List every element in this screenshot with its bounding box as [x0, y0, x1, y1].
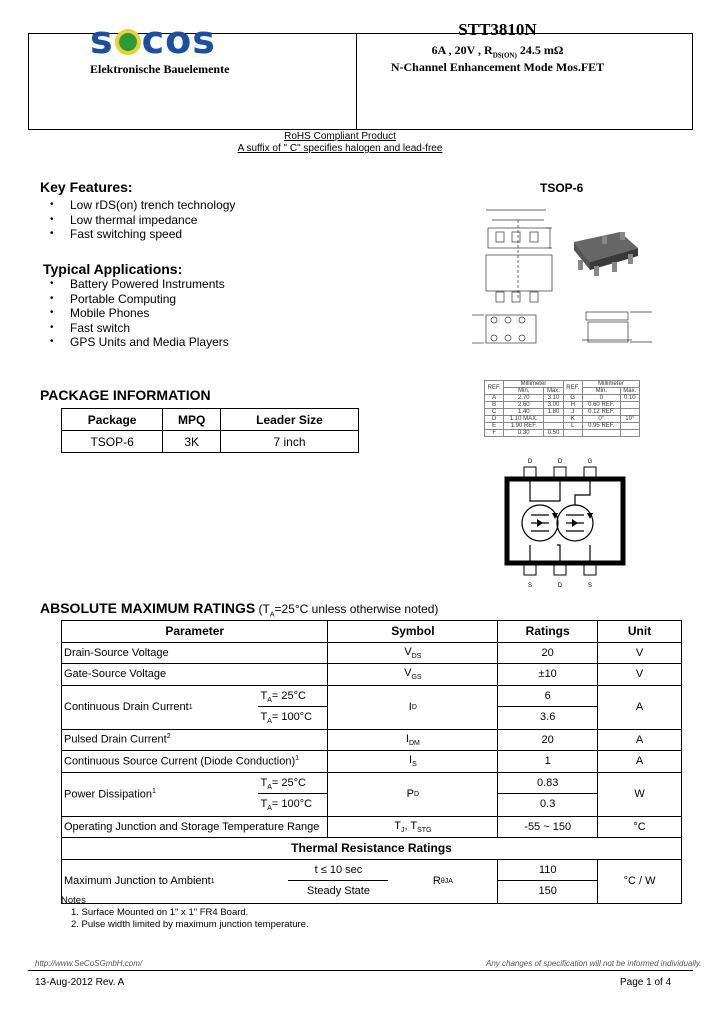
unit-pd: W [598, 772, 682, 816]
dim-cell: 0° [582, 416, 620, 423]
dim-min-header: Min. [582, 388, 620, 395]
footer-url-link[interactable]: http://www.SeCoSGmbH.com/ [35, 959, 143, 968]
dim-cell: 3.00 [544, 402, 563, 409]
dim-cell: H [563, 402, 582, 409]
list-item: • Mobile Phones [40, 306, 229, 321]
pin-schematic-diagram [495, 455, 635, 590]
dim-cell: 0.60 REF. [582, 402, 620, 409]
cond-id-100: $T_A= 100^\circ C$ [260, 711, 313, 726]
table-row [62, 816, 682, 838]
thermal-title: Thermal Resistance Ratings [62, 838, 682, 860]
applications-list [40, 277, 229, 350]
list-item: • Portable Computing [40, 292, 229, 307]
dim-row [485, 416, 640, 423]
pin-label-top-1: D [527, 459, 533, 465]
dim-min-header: Min. [504, 388, 544, 395]
symbol-vgs: $V_{GS}$ [328, 664, 498, 686]
col-parameter: Parameter [62, 621, 328, 643]
rating-id: 6 3.6 [498, 685, 598, 729]
dim-row [485, 409, 640, 416]
company-name: Elektronische Bauelemente [90, 62, 230, 76]
dim-row [485, 402, 640, 409]
dim-cell [544, 423, 563, 430]
mpq-value: 3K [163, 431, 221, 453]
dim-ref-header: REF. [485, 381, 504, 395]
dim-cell [544, 416, 563, 423]
dim-mm-header: Millimeter [504, 381, 563, 388]
table-row [62, 729, 682, 751]
thermal-header-row [62, 838, 682, 860]
pin-label-top-2: D [557, 459, 563, 465]
dim-row [485, 423, 640, 430]
dim-cell [620, 423, 639, 430]
list-item: • Low rDS(on) trench technology [40, 198, 235, 213]
rating-vds: 20 [498, 642, 598, 664]
key-features-title: Key Features: [40, 179, 133, 195]
table-row [62, 772, 682, 816]
dim-cell: L [563, 423, 582, 430]
cond-pd-25: $T_A= 25^\circ C$ [258, 773, 327, 795]
dim-cell [582, 430, 620, 437]
table-row [62, 664, 682, 686]
rating-idm: 20 [498, 729, 598, 751]
rating-rja: 110 150 [498, 859, 598, 903]
dim-cell: 1.90 REF. [504, 423, 544, 430]
notes-title: Notes [61, 895, 86, 906]
table-header-row [62, 409, 359, 431]
dim-cell: B [485, 402, 504, 409]
key-features-list [40, 198, 235, 242]
pin-label-top-3: G [587, 459, 593, 465]
note-item: 1. Surface Mounted on 1" x 1" FR4 Board. [71, 907, 249, 918]
dim-cell: 1.10 MAX. [504, 416, 544, 423]
package-label: TSOP-6 [540, 181, 584, 195]
pin-label-bottom-3: S [587, 583, 593, 589]
dimension-table [484, 380, 640, 437]
dim-cell: 3.10 [544, 395, 563, 402]
package-info-title: PACKAGE INFORMATION [40, 387, 211, 403]
dim-cell [620, 402, 639, 409]
package-outline-drawing [462, 200, 662, 360]
dim-cell: 0.95 REF. [582, 423, 620, 430]
symbol-id-cell [260, 685, 498, 729]
param-rja: Maximum Junction to Ambient 1 [62, 859, 328, 903]
part-description: N-Channel Enhancement Mode Mos.FET [390, 60, 605, 74]
table-row [62, 685, 682, 729]
dim-cell: J [563, 409, 582, 416]
unit-tj: °C [598, 816, 682, 838]
param-idm: Pulsed Drain Current$^2$ [62, 729, 328, 751]
logo-circle-icon [115, 29, 141, 55]
unit-vgs: V [598, 664, 682, 686]
col-unit: Unit [598, 621, 682, 643]
dim-cell: 0.30 [504, 430, 544, 437]
unit-id: A [598, 685, 682, 729]
unit-is: A [598, 751, 682, 773]
param-id: Continuous Drain Current 1 [62, 685, 328, 729]
dim-cell: C [485, 409, 504, 416]
table-row [62, 751, 682, 773]
package-info-table [61, 408, 359, 453]
dim-cell [620, 430, 639, 437]
symbol-vds: $V_{DS}$ [328, 642, 498, 664]
pin-label-bottom-1: S [527, 583, 533, 589]
unit-rja: °C / W [598, 859, 682, 903]
param-is: Continuous Source Current (Diode Conduction)$^1$ [62, 751, 328, 773]
part-number: STT3810N [458, 20, 537, 39]
dim-cell: 0.12 REF. [582, 409, 620, 416]
notes [61, 895, 309, 931]
footer-disclaimer: Any changes of specification will not be informed individually. [486, 959, 702, 968]
col-package: Package [62, 409, 163, 431]
symbol-pd-cell [260, 772, 498, 816]
dim-cell [620, 409, 639, 416]
dim-cell: 10° [620, 416, 639, 423]
leader-size-value: 7 inch [221, 431, 359, 453]
cond-pd-100: $T_A= 100^\circ C$ [260, 798, 313, 813]
rating-pd: 0.83 0.3 [498, 772, 598, 816]
rating-vgs: ±10 [498, 664, 598, 686]
col-mpq: MPQ [163, 409, 221, 431]
dimension-rows [485, 395, 640, 437]
dim-max-header: Max. [620, 388, 639, 395]
dim-cell: K [563, 416, 582, 423]
note-item: 2. Pulse width limited by maximum junction temperature. [71, 919, 309, 930]
ratings-table [61, 620, 682, 904]
list-item: • GPS Units and Media Players [40, 335, 229, 350]
rating-tj: -55 ~ 150 [498, 816, 598, 838]
param-tj: Operating Junction and Storage Temperature Range [62, 816, 328, 838]
param-vds: Drain-Source Voltage [62, 642, 328, 664]
col-symbol: Symbol [328, 621, 498, 643]
dim-cell: E [485, 423, 504, 430]
list-item: • Fast switching speed [40, 227, 235, 242]
dim-cell: F [485, 430, 504, 437]
applications-title: Typical Applications: [43, 261, 183, 277]
package-value: TSOP-6 [62, 431, 163, 453]
list-item: • Battery Powered Instruments [40, 277, 229, 292]
symbol-idm: $I_{DM}$ [328, 729, 498, 751]
part-spec: 6A , 20V , $R_{DS(ON)}$ 24.5 mΩ [431, 43, 564, 60]
dim-ref-header: REF. [563, 381, 582, 395]
dim-cell: G [563, 395, 582, 402]
dim-cell: 2.60 [504, 402, 544, 409]
table-row [62, 431, 359, 453]
col-leader-size: Leader Size [221, 409, 359, 431]
table-row [62, 642, 682, 664]
dim-cell: 0 [582, 395, 620, 402]
param-vgs: Gate-Source Voltage [62, 664, 328, 686]
dim-cell: D [485, 416, 504, 423]
ratings-title: ABSOLUTE MAXIMUM RATINGS ($T_A=25^\circ C$ unless otherwise noted) [40, 600, 439, 619]
pin-label-bottom-2: D [557, 583, 563, 589]
symbol-rja: R θJA [432, 875, 453, 887]
footer-date: 13-Aug-2012 Rev. A [35, 977, 125, 988]
dim-cell: 1.80 [544, 409, 563, 416]
dim-row [485, 395, 640, 402]
list-item: • Fast switch [40, 321, 229, 336]
dim-cell: 0.10 [620, 395, 639, 402]
symbol-pd: P D [406, 788, 420, 800]
symbol-tj: $T_J$, $T_{STG}$ [328, 816, 498, 838]
rohs-line: RoHS Compliant Product [284, 131, 396, 142]
dim-cell [563, 430, 582, 437]
rating-is: 1 [498, 751, 598, 773]
cond-rja-10s: t ≤ 10 sec [288, 860, 388, 882]
footer-page-number: Page 1 of 4 [620, 977, 672, 988]
unit-idm: A [598, 729, 682, 751]
cond-rja-steady: Steady State [306, 885, 370, 897]
secos-logo: s cos [90, 18, 216, 62]
col-ratings: Ratings [498, 621, 598, 643]
table-header-row [62, 621, 682, 643]
cond-id-25: $T_A= 25^\circ C$ [258, 686, 327, 708]
dim-cell: 2.70 [504, 395, 544, 402]
dim-cell: A [485, 395, 504, 402]
param-pd: Power Dissipation$^1$ [62, 772, 328, 816]
dim-row [485, 430, 640, 437]
dim-mm-header: Millimeter [582, 381, 639, 388]
symbol-id: I D [408, 701, 417, 713]
dim-cell: 0.50 [544, 430, 563, 437]
symbol-is: $I_S$ [328, 751, 498, 773]
dim-cell: 1.40 [504, 409, 544, 416]
unit-vds: V [598, 642, 682, 664]
list-item: • Low thermal impedance [40, 213, 235, 228]
footer-divider [28, 970, 693, 971]
symbol-rja-cell [306, 859, 498, 903]
halogen-free-line: A suffix of " C" specifies halogen and lead-free [237, 143, 443, 154]
dim-max-header: Max. [544, 388, 563, 395]
